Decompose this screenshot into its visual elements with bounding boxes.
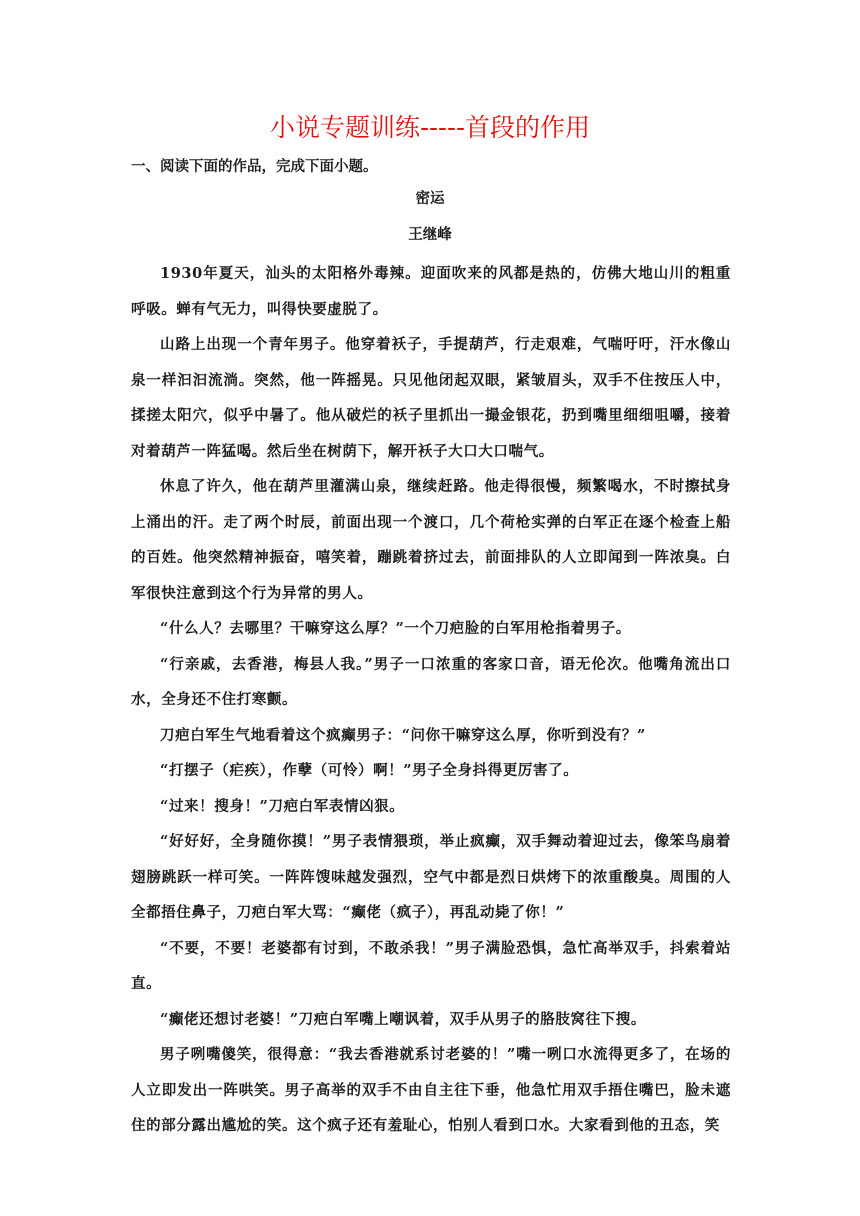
paragraph: “过来！搜身！”刀疤白军表情凶狠。 [160, 797, 405, 815]
paragraph: 男子咧嘴傻笑，很得意：“我去香港就系讨老婆的！”嘴一咧口水流得更多了，在场的人立即发出一阵哄笑。男子高举的双手不由自主往下垂，他急忙用双手捂住嘴巴，脸未遮住的部分露出尴尬的笑。这个疯子还有羞耻心，怕别人看到口水。大家看到他的丑态，笑 [131, 1046, 731, 1134]
paragraph: “好好好，全身随你摸！”男子表情猥琐，举止疯癫，双手舞动着迎过去，像笨鸟扇着翅膀跳跃一样可笑。一阵阵馊味越发强烈，空气中都是烈日烘烤下的浓重酸臭。周围的人全都捂住鼻子，刀疤白军大骂：“癫佬（疯子），再乱动毙了你！” [131, 833, 731, 921]
paragraph: “打摆子（疟疾），作孽（可怜）啊！”男子全身抖得更厉害了。 [160, 762, 579, 779]
paragraph: 刀疤白军生气地看着这个疯癫男子：“问你干嘛穿这么厚，你听到没有？” [160, 726, 646, 744]
document-title: 小说专题训练-----首段的作用 [269, 113, 591, 142]
story-author: 王继峰 [408, 226, 452, 243]
paragraph: 1930年夏天，汕头的太阳格外毒辣。迎面吹来的风都是热的，仿佛大地山川的粗重呼吸。蝉有气无力，叫得快要虚脱了。 [131, 265, 731, 318]
question-instruction: 一、阅读下面的作品，完成下面小题。 [131, 158, 378, 175]
paragraph: “不要，不要！老婆都有讨到，不敢杀我！”男子满脸恐惧，急忙高举双手，抖索着站直。 [131, 939, 731, 992]
paragraph: “什么人？去哪里？干嘛穿这么厚？”一个刀疤脸的白军用枪指着男子。 [160, 620, 631, 637]
story-title: 密运 [415, 190, 445, 207]
paragraph: 休息了许久，他在葫芦里灌满山泉，继续赶路。他走得很慢，频繁喝水，不时擦拭身上涌出的汗。走了两个时辰，前面出现一个渡口，几个荷枪实弹的白军正在逐个检查上船的百姓。他突然精神振奋，嘻笑着，蹦跳着挤过去，前面排队的人立即闻到一阵浓臭。白军很快注意到这个行为异常的男人。 [131, 478, 731, 602]
paragraph: “癫佬还想讨老婆！”刀疤白军嘴上嘲讽着，双手从男子的胳肢窝往下搜。 [160, 1010, 646, 1028]
paragraph: 山路上出现一个青年男子。他穿着袄子，手提葫芦，行走艰难，气喘吁吁，汗水像山泉一样汩汩流淌。突然，他一阵摇晃。只见他闭起双眼，紧皱眉头，双手不住按压人中，揉搓太阳穴，似乎中暑了。他从破烂的袄子里抓出一撮金银花，扔到嘴里细细咀嚼，接着对着葫芦一阵猛喝。然后坐在树荫下，解开袄子大口大口喘气。 [131, 336, 731, 460]
paragraph: “行亲戚，去香港，梅县人我。”男子一口浓重的客家口音，语无伦次。他嘴角流出口水，全身还不住打寒颤。 [131, 655, 731, 708]
story-body [131, 256, 731, 1144]
